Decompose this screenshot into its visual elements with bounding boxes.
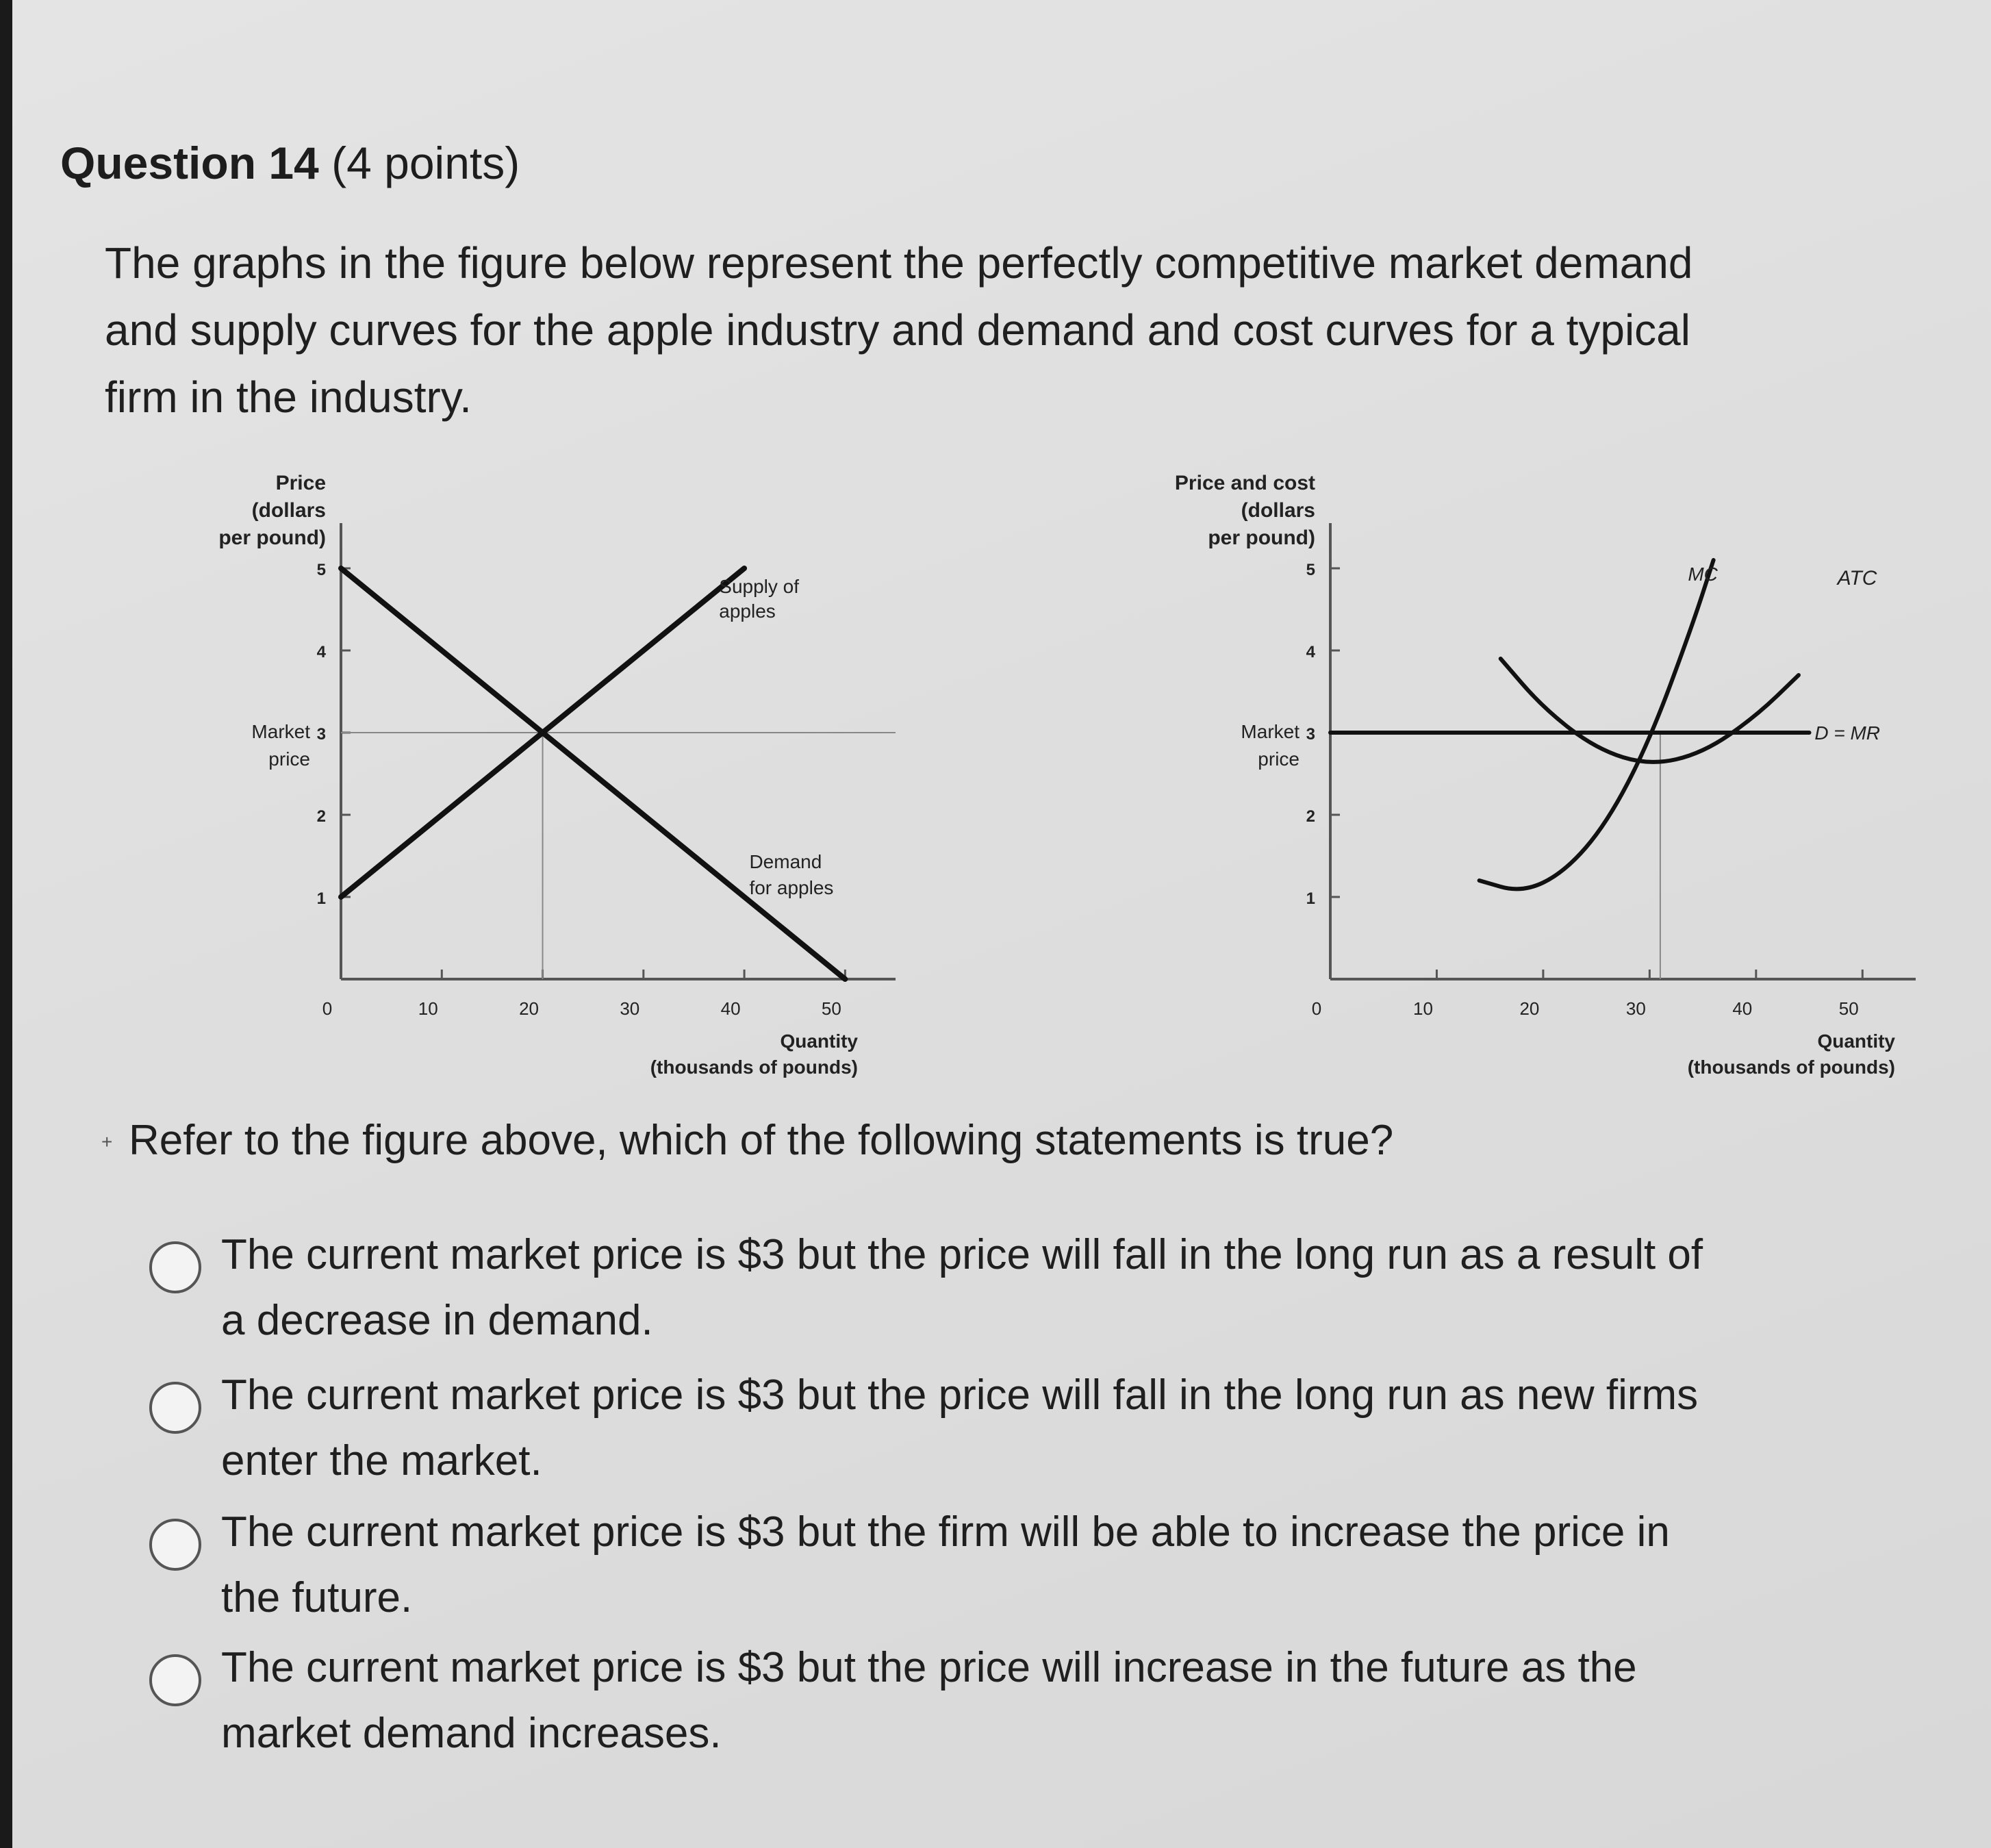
x-tick-label: 0 — [1311, 998, 1322, 1019]
y-axis-label: per pound) — [218, 527, 326, 549]
demand-label: for apples — [749, 877, 834, 898]
option-line: the future. — [221, 1574, 413, 1621]
x-tick-label: 40 — [1732, 998, 1753, 1019]
demand-mr-label: D = MR — [1814, 722, 1881, 744]
option-line: The current market price is $3 but the firm will be able to increase the price in — [221, 1508, 1670, 1556]
option-text — [221, 1499, 1670, 1631]
x-tick-label: 20 — [519, 998, 540, 1019]
x-tick-label: 0 — [322, 998, 333, 1019]
supply-label: apples — [719, 600, 776, 622]
x-tick-label: 20 — [1519, 998, 1540, 1019]
market-price-label: Market — [1241, 721, 1299, 742]
market-chart — [218, 472, 896, 1078]
x-tick-label: 50 — [1838, 998, 1859, 1019]
stem-line: and supply curves for the apple industry and demand and cost curves for a typical — [105, 305, 1690, 355]
y-tick-label: 2 — [1306, 807, 1315, 826]
market-price-label: price — [1258, 748, 1299, 770]
y-axis-label: Price — [275, 472, 326, 494]
question-title — [60, 137, 520, 189]
x-axis-label: Quantity — [1817, 1030, 1895, 1052]
atc-curve — [1501, 659, 1799, 762]
y-tick-label: 1 — [316, 889, 326, 908]
question-points: (4 points) — [331, 138, 520, 188]
y-tick-label: 4 — [316, 643, 326, 661]
y-tick-label: 5 — [316, 561, 326, 579]
radio-button-4[interactable] — [149, 1654, 201, 1706]
y-axis-label: (dollars — [251, 499, 326, 522]
firm-chart — [1175, 472, 1916, 1078]
y-tick-label: 2 — [316, 807, 326, 826]
option-line: a decrease in demand. — [221, 1297, 653, 1344]
prompt-marker-icon: + — [101, 1131, 113, 1152]
x-tick-label: 30 — [1625, 998, 1646, 1019]
radio-button-1[interactable] — [149, 1241, 201, 1293]
option-text — [221, 1363, 1698, 1494]
x-tick-label: 10 — [1412, 998, 1433, 1019]
market-price-label: Market — [251, 721, 310, 742]
option-text — [221, 1222, 1703, 1354]
y-axis-label: per pound) — [1208, 527, 1315, 549]
option-line: The current market price is $3 but the price will increase in the future as the — [221, 1644, 1637, 1691]
y-axis-label: Price and cost — [1174, 472, 1315, 494]
x-axis-label: (thousands of pounds) — [1687, 1056, 1895, 1078]
market-price-label: price — [268, 748, 310, 770]
y-tick-label: 3 — [316, 725, 326, 744]
x-tick-label: 10 — [418, 998, 438, 1019]
demand-label: Demand — [749, 851, 822, 872]
x-tick-label: 40 — [720, 998, 741, 1019]
stem-line: The graphs in the figure below represent the perfectly competitive market demand — [105, 238, 1693, 288]
y-axis-label: (dollars — [1241, 499, 1315, 522]
y-tick-label: 1 — [1306, 889, 1315, 908]
option-line: The current market price is $3 but the price will fall in the long run as new firms — [221, 1371, 1699, 1419]
mc-label: MC — [1688, 564, 1718, 585]
question-prompt: Refer to the figure above, which of the following statements is true? — [129, 1117, 1394, 1164]
mc-curve — [1480, 560, 1714, 889]
question-stem — [105, 229, 1816, 431]
stem-line: firm in the industry. — [105, 372, 472, 422]
x-axis-label: Quantity — [780, 1030, 858, 1052]
y-tick-label: 4 — [1306, 643, 1315, 661]
figure-charts — [197, 466, 1895, 1096]
option-line: The current market price is $3 but the price will fall in the long run as a result of — [221, 1231, 1703, 1278]
option-text — [221, 1635, 1637, 1767]
atc-label: ATC — [1837, 567, 1877, 590]
screen — [12, 0, 1991, 1848]
radio-button-2[interactable] — [149, 1382, 201, 1434]
x-tick-label: 50 — [821, 998, 841, 1019]
figure — [197, 466, 1895, 1099]
x-tick-label: 30 — [620, 998, 640, 1019]
y-tick-label: 3 — [1306, 725, 1315, 744]
radio-button-3[interactable] — [149, 1519, 201, 1571]
y-tick-label: 5 — [1306, 561, 1315, 579]
supply-label: Supply of — [719, 576, 800, 597]
option-line: enter the market. — [221, 1437, 542, 1484]
x-axis-label: (thousands of pounds) — [650, 1056, 858, 1078]
demand-curve — [341, 568, 845, 979]
option-line: market demand increases. — [221, 1710, 722, 1757]
question-number: Question 14 — [60, 138, 319, 188]
